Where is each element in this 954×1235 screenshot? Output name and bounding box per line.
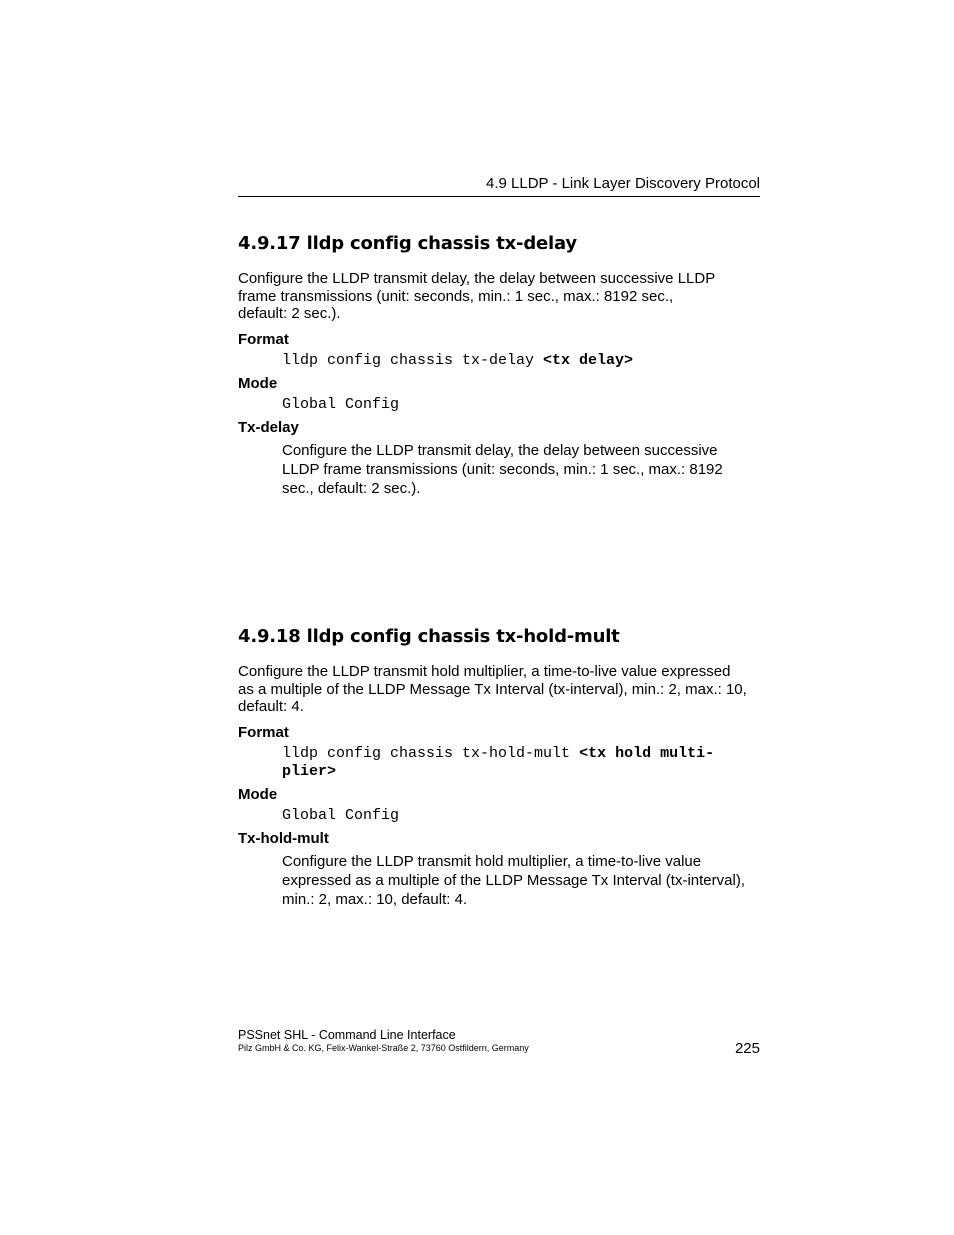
parameter-label: Tx-hold-mult <box>238 829 329 847</box>
mode-value: Global Config <box>282 806 400 824</box>
page-number: 225 <box>734 1040 760 1057</box>
section-heading: 4.9.18 lldp config chassis tx-hold-mult <box>238 626 620 647</box>
mode-label: Mode <box>238 374 278 392</box>
command-argument: <tx hold multi- plier> <box>282 744 715 780</box>
section-tx-delay <box>238 233 760 498</box>
page-footer <box>238 1028 760 1057</box>
mode-label: Mode <box>238 785 278 803</box>
header-divider <box>238 196 760 197</box>
section-description: Configure the LLDP transmit hold multiplier, a time-to-live value expressed as a multiple of the LLDP Message Tx Interval (tx-interval), min.: 2, max.: 10, default: 4. <box>238 663 747 715</box>
format-label: Format <box>238 723 289 741</box>
document-page <box>238 0 760 1235</box>
section-tx-hold-mult <box>238 626 760 909</box>
running-header: 4.9 LLDP - Link Layer Discovery Protocol <box>485 175 760 192</box>
command-text: lldp config chassis tx-delay <box>282 351 544 369</box>
command-argument: <tx delay> <box>543 351 634 369</box>
parameter-description: Configure the LLDP transmit hold multiplier, a time-to-live value expressed as a multiple of the LLDP Message Tx Interval (tx-interval), min.: 2, max.: 10, default: 4. <box>282 852 745 908</box>
footer-address: Pilz GmbH & Co. KG, Felix-Wankel-Straße 2, 73760 Ostfildern, Germany <box>238 1043 529 1053</box>
mode-value: Global Config <box>282 395 400 413</box>
parameter-label: Tx-delay <box>238 418 299 436</box>
format-command <box>282 745 760 781</box>
parameter-description: Configure the LLDP transmit delay, the delay between successive LLDP frame transmissions (unit: seconds, min.: 1 sec., max.: 8192 sec., default: 2 sec.). <box>282 441 723 497</box>
command-text: lldp config chassis tx-hold-mult <box>282 744 580 762</box>
format-label: Format <box>238 330 289 348</box>
footer-title: PSSnet SHL - Command Line Interface <box>238 1028 456 1042</box>
section-description: Configure the LLDP transmit delay, the delay between successive LLDP frame transmissions (unit: seconds, min.: 1 sec., max.: 8192 sec., default: 2 sec.). <box>238 270 716 322</box>
section-heading: 4.9.17 lldp config chassis tx-delay <box>238 233 577 254</box>
format-command <box>282 352 760 370</box>
